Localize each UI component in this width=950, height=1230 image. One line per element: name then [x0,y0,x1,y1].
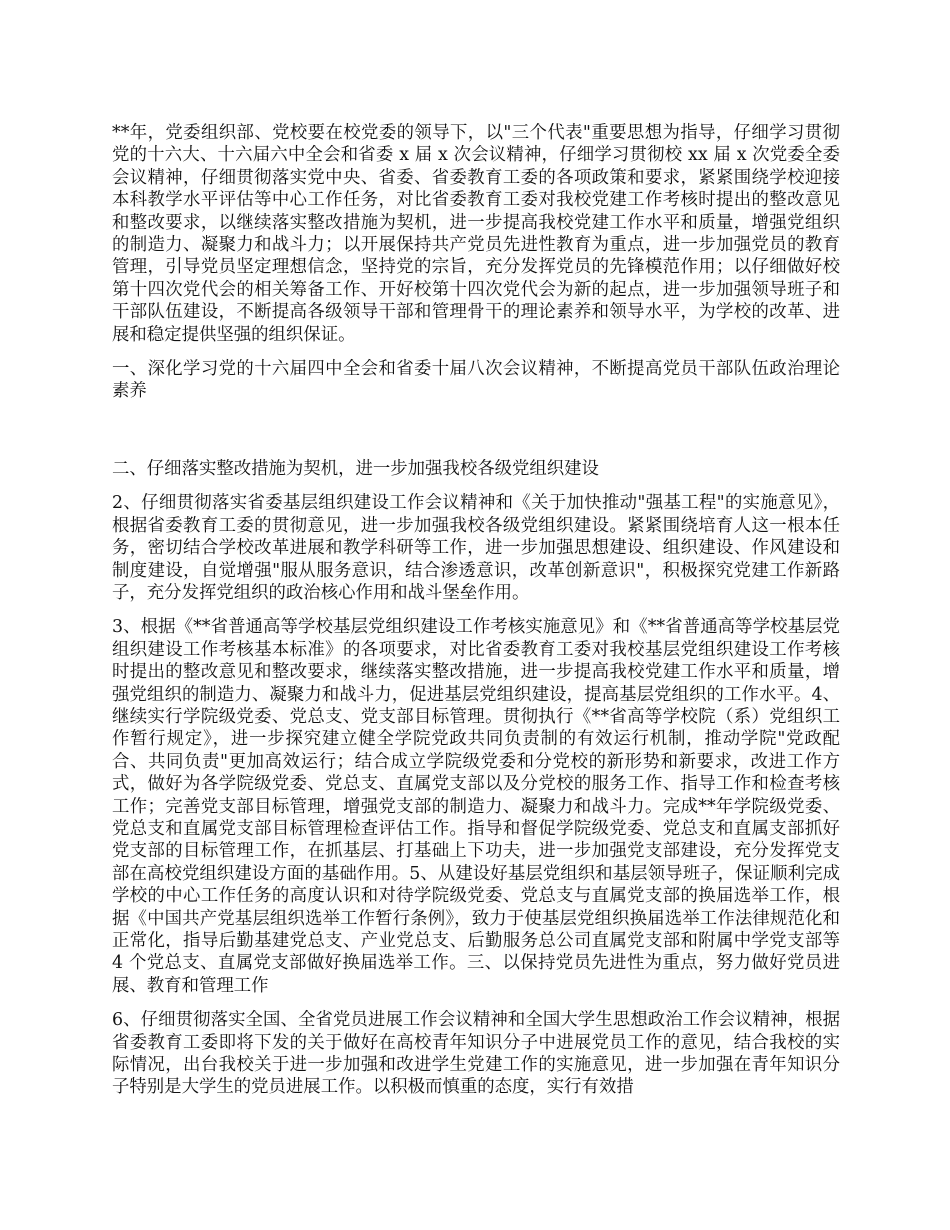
paragraph-item-2: 2、仔细贯彻落实省委基层组织建设工作会议精神和《关于加快推动"强基工程"的实施意见》，根据省委教育工委的贯彻意见，进一步加强我校各级党组织建设。紧紧围绕培育人这一根本任务，密切结合学校改革进展和教学科研等工作，进一步加强思想建设、组织建设、作风建设和制度建设，自觉增强"服从服务意识，结合渗透意识，改革创新意识"，积极探究党建工作新路子，充分发挥党组织的政治核心作用和战斗堡垒作用。 [112,493,840,603]
section-heading-one: 一、深化学习党的十六届四中全会和省委十届八次会议精神，不断提高党员干部队伍政治理论素养 [112,359,840,402]
intro-paragraph: **年，党委组织部、党校要在校党委的领导下，以"三个代表"重要思想为指导，仔细学习贯彻党的十六大、十六届六中全会和省委 x 届 x 次会议精神，仔细学习贯彻校 xx 届 x 次党委全委会议精神，仔细贯彻落实党中央、省委、省委教育工委的各项政策和要求，紧紧围绕学校迎接本科教学水平评估等中心工作任务，对比省委教育工委对我校党建工作考核时提出的整改意见和整改要求，以继续落实整改措施为契机，进一步提高我校党建工作水平和质量，增强党组织的制造力、凝聚力和战斗力；以开展保持共产党员先进性教育为重点，进一步加强党员的教育管理，引导党员坚定理想信念，坚持党的宗旨，充分发挥党员的先锋模范作用；以仔细做好校第十四次党代会的相关筹备工作、开好校第十四次党代会为新的起点，进一步加强领导班子和干部队伍建设，不断提高各级领导干部和管理骨干的理论素养和领导水平，为学校的改革、进展和稳定提供坚强的组织保证。 [112,123,840,345]
section-heading-two: 二、仔细落实整改措施为契机，进一步加强我校各级党组织建设 [112,458,599,479]
document-page [112,122,840,1111]
blank-gap [112,415,840,458]
paragraph-item-3: 3、根据《**省普通高等学校基层党组织建设工作考核实施意见》和《**省普通高等学校基层党组织建设工作考核基本标准》的各项要求，对比省委教育工委对我校基层党组织建设工作考核时提出的整改意见和整改要求，继续落实整改措施，进一步提高我校党建工作水平和质量，增强党组织的制造力、凝聚力和战斗力，促进基层党组织建设，提高基层党组织的工作水平。4、继续实行学院级党委、党总支、党支部目标管理。贯彻执行《**省高等学校院（系）党组织工作暂行规定》，进一步探究建立健全学院党政共同负责制的有效运行机制，推动学院"党政配合、共同负责"更加高效运行；结合成立学院级党委和分党校的新形势和新要求，改进工作方式，做好为各学院级党委、党总支、直属党支部以及分党校的服务工作、指导工作和检查考核工作；完善党支部目标管理，增强党支部的制造力、凝聚力和战斗力。完成**年学院级党委、党总支和直属党支部目标管理检查评估工作。指导和督促学院级党委、党总支和直属支部抓好党支部的目标管理工作，在抓基层、打基础上下功夫，进一步加强党支部建设，充分发挥党支部在高校党组织建设方面的基础作用。5、从建设好基层党组织和基层领导班子，保证顺利完成学校的中心工作任务的高度认识和对待学院级党委、党总支与直属党支部的换届选举工作，根据《中国共产党基层组织选举工作暂行条例》，致力于使基层党组织换届选举工作法律规范化和正常化，指导后勤基建党总支、产业党总支、后勤服务总公司直属党支部和附属中学党支部等 4 个党总支、直属党支部做好换届选举工作。三、以保持党员先进性为重点，努力做好党员进展、教育和管理工作 [112,617,840,996]
paragraph-item-6: 6、仔细贯彻落实全国、全省党员进展工作会议精神和全国大学生思想政治工作会议精神，根据省委教育工委即将下发的关于做好在高校青年知识分子中进展党员工作的意见，结合我校的实际情况，出台我校关于进一步加强和改进学生党建工作的实施意见，进一步加强在青年知识分子特别是大学生的党员进展工作。以积极而慎重的态度，实行有效措 [112,1010,840,1098]
